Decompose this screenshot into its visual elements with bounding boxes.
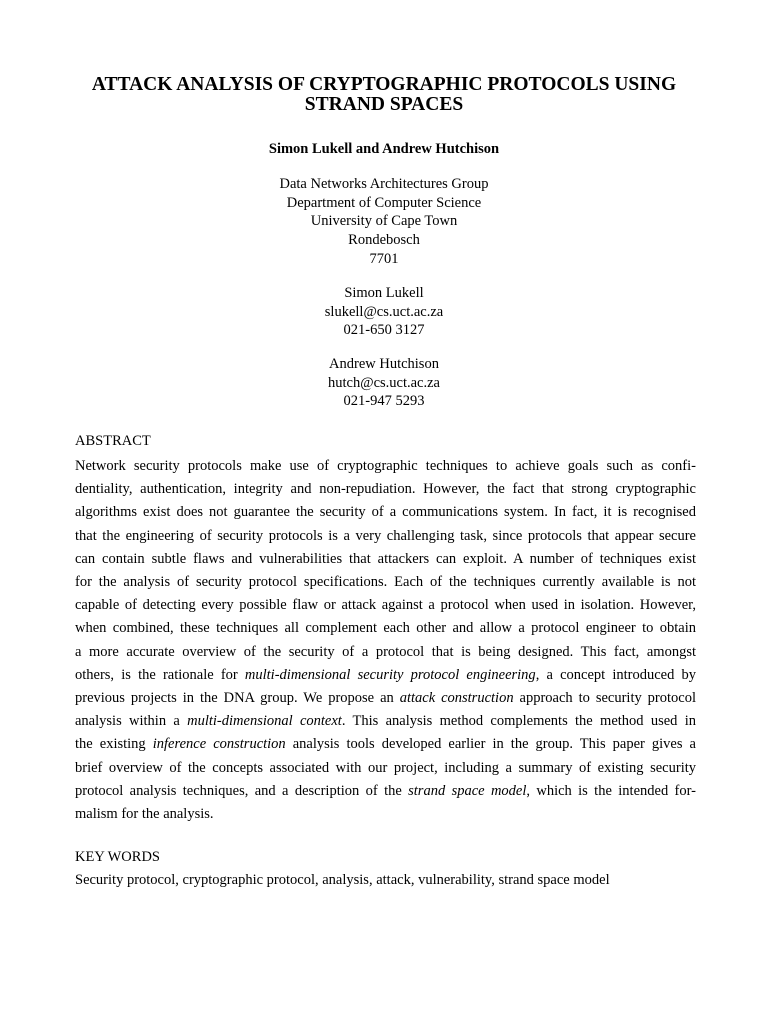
abstract-line <box>75 641 696 664</box>
abstract-text: . This analysis method complements the method used in <box>341 713 696 730</box>
abstract-line <box>75 664 696 687</box>
contact-name: Simon Lukell <box>344 285 424 301</box>
abstract-text: analysis within a <box>75 713 188 730</box>
abstract-text: approach to security protocol <box>513 690 696 707</box>
abstract-line <box>75 501 696 524</box>
affiliation-line: Rondebosch <box>348 232 420 249</box>
abstract-text: algorithms exist does not guarantee the security of a communications system. In fact, it is recognised <box>75 504 696 521</box>
affiliation-line: Data Networks Architectures Group <box>279 176 489 192</box>
author-list: Simon Lukell and Andrew Hutchison <box>268 141 500 157</box>
contact-phone: 021-650 3127 <box>343 322 425 339</box>
abstract-text: capable of detecting every possible flaw or attack against a protocol when used in isolation. However, <box>75 597 696 614</box>
contact-block <box>60 284 708 340</box>
affiliation-block <box>60 175 708 269</box>
abstract-line <box>75 803 696 826</box>
affiliation-line: University of Cape Town <box>310 213 458 230</box>
abstract-text: Network security protocols make use of cryptographic techniques to achieve goals such as confi- <box>75 458 696 474</box>
abstract-text: when combined, these techniques all complement each other and allow a protocol engineer to obtain <box>75 620 696 637</box>
abstract-line <box>75 525 696 548</box>
abstract-italic-text: multi-dimensional context <box>187 713 342 730</box>
abstract-line <box>75 733 696 756</box>
abstract-text: the existing <box>75 736 153 753</box>
abstract-line <box>75 780 696 803</box>
abstract-line <box>75 594 696 617</box>
abstract-text: dentiality, authentication, integrity and non-repudiation. However, the fact that strong cryptographic <box>75 481 696 498</box>
abstract-line <box>75 455 696 478</box>
abstract-text: , a concept introduced by <box>535 666 697 683</box>
abstract-italic-text: attack construction <box>399 690 514 707</box>
abstract-text: , which is the intended for- <box>526 782 696 799</box>
abstract-text: brief overview of the concepts associated with our project, including a summary of existing security <box>75 759 696 776</box>
abstract-body <box>75 455 696 826</box>
contact-email: slukell@cs.uct.ac.za <box>324 303 444 320</box>
abstract-heading: ABSTRACT <box>75 433 151 449</box>
contact-email: hutch@cs.uct.ac.za <box>328 374 440 391</box>
abstract-line <box>75 548 696 571</box>
contact-name: Andrew Hutchison <box>329 356 439 372</box>
abstract-line <box>75 687 696 710</box>
keywords-heading: KEY WORDS <box>75 849 160 865</box>
abstract-text: for the analysis of security protocol specifications. Each of the techniques currently available is not <box>75 574 696 591</box>
abstract-text: others, is the rationale for <box>75 666 245 683</box>
abstract-italic-text: multi-dimensional security protocol engineering <box>244 666 536 683</box>
contact-block <box>60 355 708 411</box>
abstract-text: can contain subtle flaws and vulnerabilities that attackers can exploit. A number of techniques exist <box>75 550 696 567</box>
affiliation-line: 7701 <box>369 250 399 267</box>
contact-phone: 021-947 5293 <box>343 393 425 410</box>
title-line-1: ATTACK ANALYSIS OF CRYPTOGRAPHIC PROTOCOLS USING <box>91 74 677 95</box>
abstract-text: analysis tools developed earlier in the group. This paper gives a <box>285 736 696 753</box>
abstract-line <box>75 710 696 733</box>
abstract-text: that the engineering of security protocols is a very challenging task, since protocols that appear secure <box>75 527 696 544</box>
abstract-italic-text: inference construction <box>152 736 286 753</box>
keywords-text: Security protocol, cryptographic protocol, analysis, attack, vulnerability, strand space model <box>75 872 610 888</box>
abstract-line <box>75 478 696 501</box>
abstract-italic-text: strand space model <box>408 782 527 799</box>
affiliation-line: Department of Computer Science <box>286 194 482 211</box>
title-line-2: STRAND SPACES <box>304 94 464 115</box>
abstract-text: malism for the analysis. <box>75 806 214 823</box>
paper-title <box>60 75 708 115</box>
abstract-text: protocol analysis techniques, and a description of the <box>75 782 409 799</box>
abstract-text: a more accurate overview of the security of a protocol that is being designed. This fact, amongst <box>75 643 696 660</box>
abstract-text: previous projects in the DNA group. We propose an <box>75 690 400 707</box>
abstract-line <box>75 571 696 594</box>
abstract-line <box>75 757 696 780</box>
abstract-line <box>75 617 696 640</box>
